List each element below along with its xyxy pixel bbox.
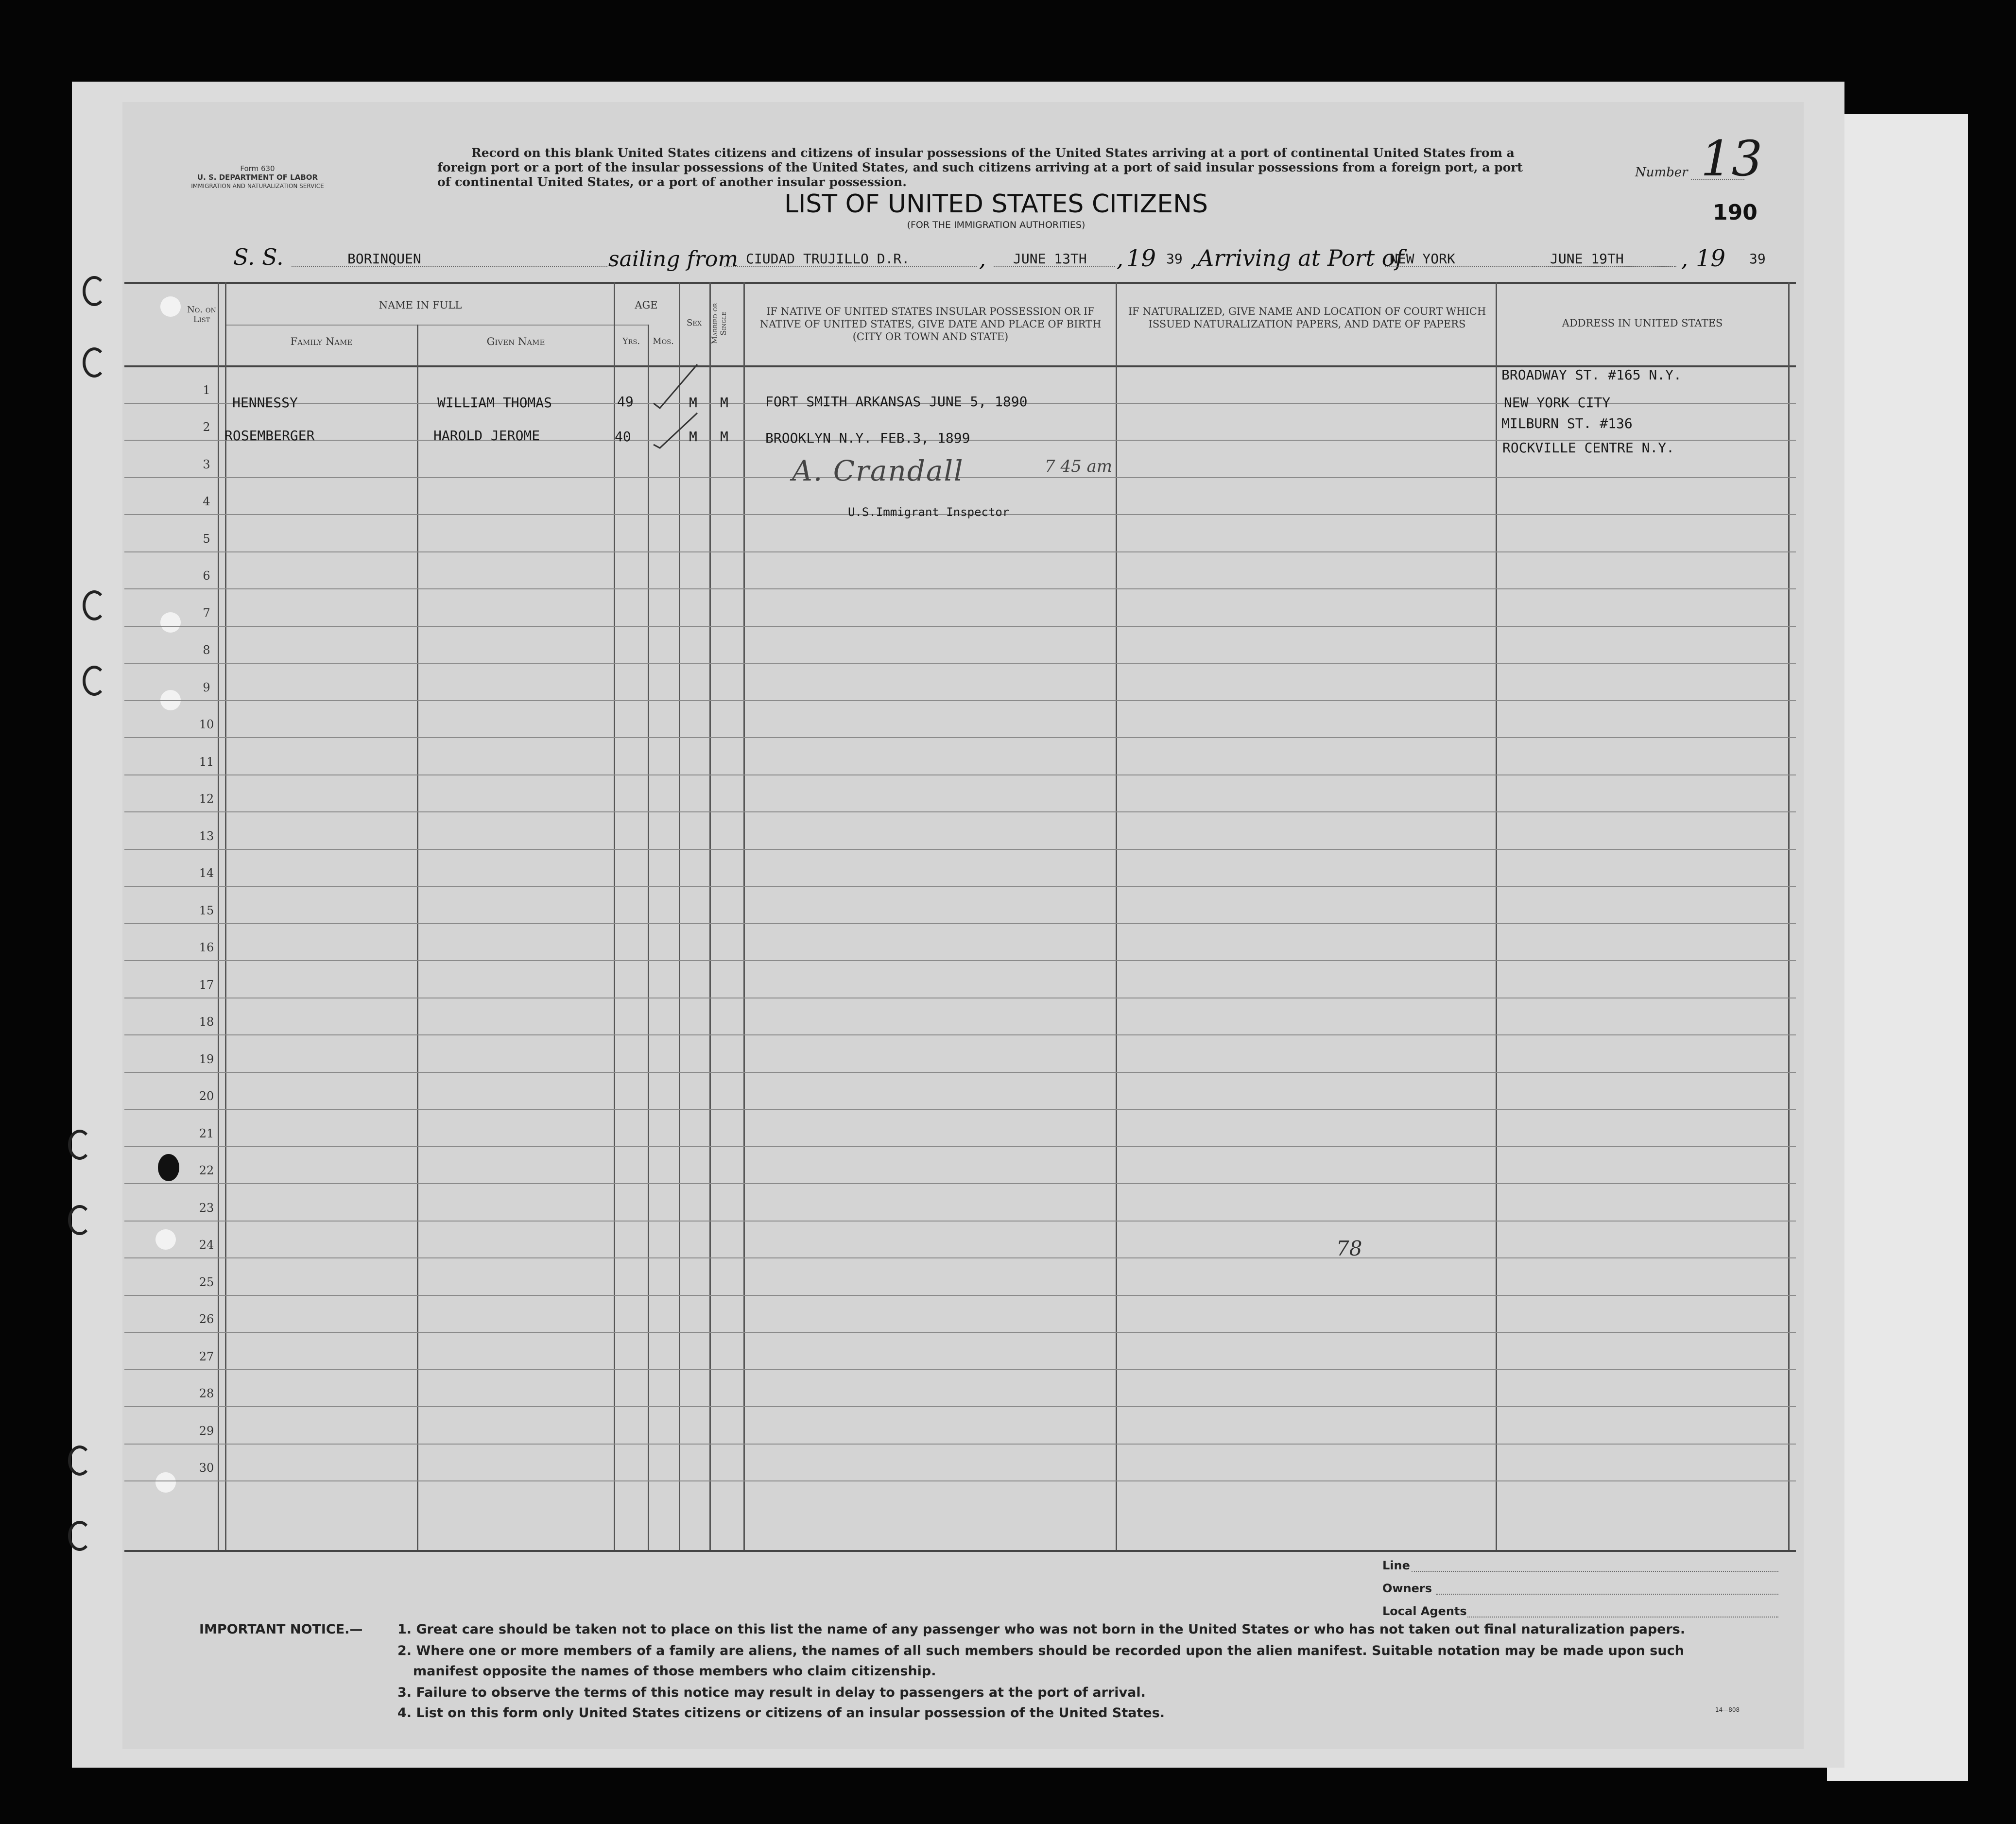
binder-hole [160,296,181,317]
passenger-1-marital: M [720,395,728,411]
header-mos: Mos. [653,336,674,346]
form-number: Form 630 [240,164,275,173]
notice-item: 3. Failure to observe the terms of this notice may result in delay to passengers at the port of arrival. [397,1685,1146,1700]
row-number: 15 [199,903,214,917]
col-divider [1788,282,1790,1550]
binder-hole [155,1472,176,1493]
row-number: 23 [199,1201,214,1215]
col-divider [709,282,711,1550]
row-rule [124,1072,1796,1073]
passenger-1-address-2: NEW YORK CITY [1504,395,1611,411]
header-place-of-birth: IF NATIVE OF UNITED STATES INSULAR POSSESSION OR IF NATIVE OF UNITED STATES, GIVE DATE AND PLACE OF BIRTH (CITY OR TOWN AND STATE) [759,306,1102,343]
row-rule [124,663,1796,664]
row-number: 7 [203,606,210,620]
arriving-label: Arriving at Port of [1198,245,1404,271]
row-number: 5 [203,532,210,546]
comma: , [1117,247,1123,272]
row-number: 8 [203,643,210,657]
comma: , [1681,247,1688,272]
instruction-line: foreign port or a port of the insular possessions of the United States, and such citizens arriving at a port of said insular possessions from a foreign port, a port [437,160,1523,174]
col-divider [1116,282,1117,1550]
notice-item: 2. Where one or more members of a family are aliens, the names of all such members should be recorded upon the alien manifest. Suitable notation may be made upon such [397,1643,1684,1658]
punch-hole [68,1521,91,1551]
header-naturalization: IF NATURALIZED, GIVE NAME AND LOCATION OF COURT WHICH ISSUED NATURALIZATION PAPERS, AND DATE OF PAPERS [1128,306,1486,330]
header-married-or-single: Married or Single [710,303,728,344]
row-number: 2 [203,420,210,434]
punch-hole [83,666,106,696]
row-rule [124,588,1796,589]
row-number: 10 [199,718,214,731]
row-rule [124,849,1796,850]
row-rule [124,1183,1796,1184]
row-rule [124,811,1796,812]
col-divider [225,282,226,1550]
passenger-2-address-2: ROCKVILLE CENTRE N.Y. [1502,440,1675,456]
ink-blot [158,1154,179,1181]
row-rule [124,1034,1796,1035]
row-rule [124,1480,1796,1481]
punch-hole [68,1130,91,1160]
line-field [1412,1571,1778,1572]
header-address: ADDRESS IN UNITED STATES [1562,317,1723,329]
department: U. S. DEPARTMENT OF LABOR [197,173,318,182]
stamp-number: 190 [1713,200,1758,225]
header-given-name: Given Name [486,336,545,347]
col-divider [417,325,418,1550]
sail-year: 39 [1166,251,1183,267]
row-rule [124,626,1796,627]
header-no: No. on List [187,305,216,325]
owners-label: Owners [1382,1582,1432,1595]
notice-item: 4. List on this form only United States citizens or citizens of an insular possession of the United States. [397,1705,1165,1721]
form-id [175,164,340,190]
row-rule [124,923,1796,924]
row-number: 14 [199,866,214,880]
row-rule [124,886,1796,887]
arrival-year: 39 [1749,251,1766,267]
print-code: 14—808 [1715,1706,1740,1713]
row-rule [124,1369,1796,1370]
row-rule [124,774,1796,775]
passenger-2-given: HAROLD JEROME [433,428,540,444]
instruction-line: of continental United States, or a port of another insular possession. [437,175,907,189]
col-divider [743,282,745,1550]
punch-hole [68,1445,91,1476]
passenger-2-birth: BROOKLYN N.Y. FEB.3, 1899 [765,430,970,446]
binder-hole [155,1229,176,1250]
arrival-date: JUNE 19TH [1550,251,1624,267]
row-number: 19 [199,1052,214,1066]
header-name-in-full: NAME IN FULL [379,299,462,311]
ss-label: S. S. [233,244,284,270]
header-age: AGE [635,299,658,311]
row-number: 12 [199,792,214,806]
binder-hole [160,612,181,633]
manifest-form [122,102,1804,1749]
col-divider [614,282,615,1550]
handwritten-78: 78 [1336,1237,1362,1260]
year-prefix: 19 [1126,245,1156,272]
number-label: Number [1635,165,1688,180]
row-rule [124,1295,1796,1296]
punch-hole [68,1205,91,1235]
row-number: 3 [203,457,210,471]
passenger-2-sex: M [689,429,697,445]
line-label: Line [1382,1559,1410,1572]
from-port: CIUDAD TRUJILLO D.R. [746,251,910,267]
table-top-border [124,282,1796,284]
passenger-1-family: HENNESSY [232,395,298,411]
inspector-time: 7 45 am [1045,457,1113,476]
col-divider [648,325,649,1550]
row-rule [124,1406,1796,1407]
header-sex: Sex [686,318,702,328]
row-rule [124,1146,1796,1147]
row-number: 24 [199,1238,214,1252]
passenger-1-address-1: BROADWAY ST. #165 N.Y. [1501,367,1682,383]
col-divider [1496,282,1497,1550]
row-number: 20 [199,1089,214,1103]
name-subheader-line [226,325,649,326]
arrival-port: NEW YORK [1390,251,1455,267]
row-number: 6 [203,569,210,583]
row-number: 16 [199,941,214,954]
row-number: 4 [203,495,210,508]
sailing-label: sailing from [608,247,739,272]
row-rule [124,960,1796,961]
comma: , [979,247,986,272]
ship-underline [292,266,607,267]
row-number: 9 [203,680,210,694]
punch-hole [83,347,106,378]
instruction-line: Record on this blank United States citizens and citizens of insular possessions of the United States arriving at a port of continental United States from a [471,146,1515,160]
passenger-2-age: 40 [615,429,631,445]
punch-hole [83,276,106,306]
row-rule [124,551,1796,552]
comma: , [1190,247,1197,272]
check-marks [651,360,714,452]
passenger-2-family: ROSEMBERGER [224,428,315,444]
row-number: 29 [199,1424,214,1438]
page-title: LIST OF UNITED STATES CITIZENS [784,189,1208,219]
row-number: 18 [199,1015,214,1029]
inspector-signature: A. Crandall [792,454,964,487]
local-agents-label: Local Agents [1382,1604,1467,1618]
sheet-number: 13 [1701,130,1763,187]
page-subtitle: (FOR THE IMMIGRATION AUTHORITIES) [907,220,1086,230]
passenger-1-given: WILLIAM THOMAS [437,395,552,411]
notice-item: 1. Great care should be taken not to place on this list the name of any passenger who was not born in the United States or who has not taken out final naturalization papers. [397,1622,1686,1637]
row-number: 17 [199,978,214,992]
row-number: 13 [199,829,214,843]
passenger-1-age: 49 [617,394,634,410]
row-number: 30 [199,1461,214,1475]
passenger-1-birth: FORT SMITH ARKANSAS JUNE 5, 1890 [765,394,1028,410]
row-rule [124,700,1796,701]
notice-title: IMPORTANT NOTICE.— [199,1622,363,1637]
row-rule [124,737,1796,738]
passenger-2-marital: M [720,429,728,445]
table-bottom-border [124,1550,1796,1552]
ship-name: BORINQUEN [347,251,421,267]
owners-field [1436,1594,1778,1595]
row-number: 22 [199,1164,214,1177]
row-rule [124,1444,1796,1445]
row-rule [124,1257,1796,1258]
passenger-1-sex: M [689,395,697,411]
row-rule [124,1109,1796,1110]
punch-hole [83,590,106,620]
header-yrs: Yrs. [622,336,640,346]
notice-item: manifest opposite the names of those members who claim citizenship. [413,1664,936,1679]
local-agents-field [1467,1617,1778,1618]
sail-date: JUNE 13TH [1013,251,1087,267]
row-number: 26 [199,1312,214,1326]
row-number: 28 [199,1387,214,1400]
row-number: 25 [199,1275,214,1289]
age-subheader-line [614,325,649,326]
service: IMMIGRATION AND NATURALIZATION SERVICE [191,183,324,189]
passenger-2-address-1: MILBURN ST. #136 [1501,415,1633,431]
header-family-name: Family Name [290,336,353,347]
row-number: 27 [199,1349,214,1363]
arrival-year-prefix: 19 [1696,245,1726,272]
back-sheet [1827,114,1968,1781]
row-number: 21 [199,1126,214,1140]
row-rule [124,1221,1796,1222]
row-number: 11 [199,755,214,769]
instructions [437,146,1540,189]
row-number: 1 [203,383,210,397]
col-divider [679,282,680,1550]
inspector-label: U.S.Immigrant Inspector [848,505,1010,519]
row-rule [124,1332,1796,1333]
